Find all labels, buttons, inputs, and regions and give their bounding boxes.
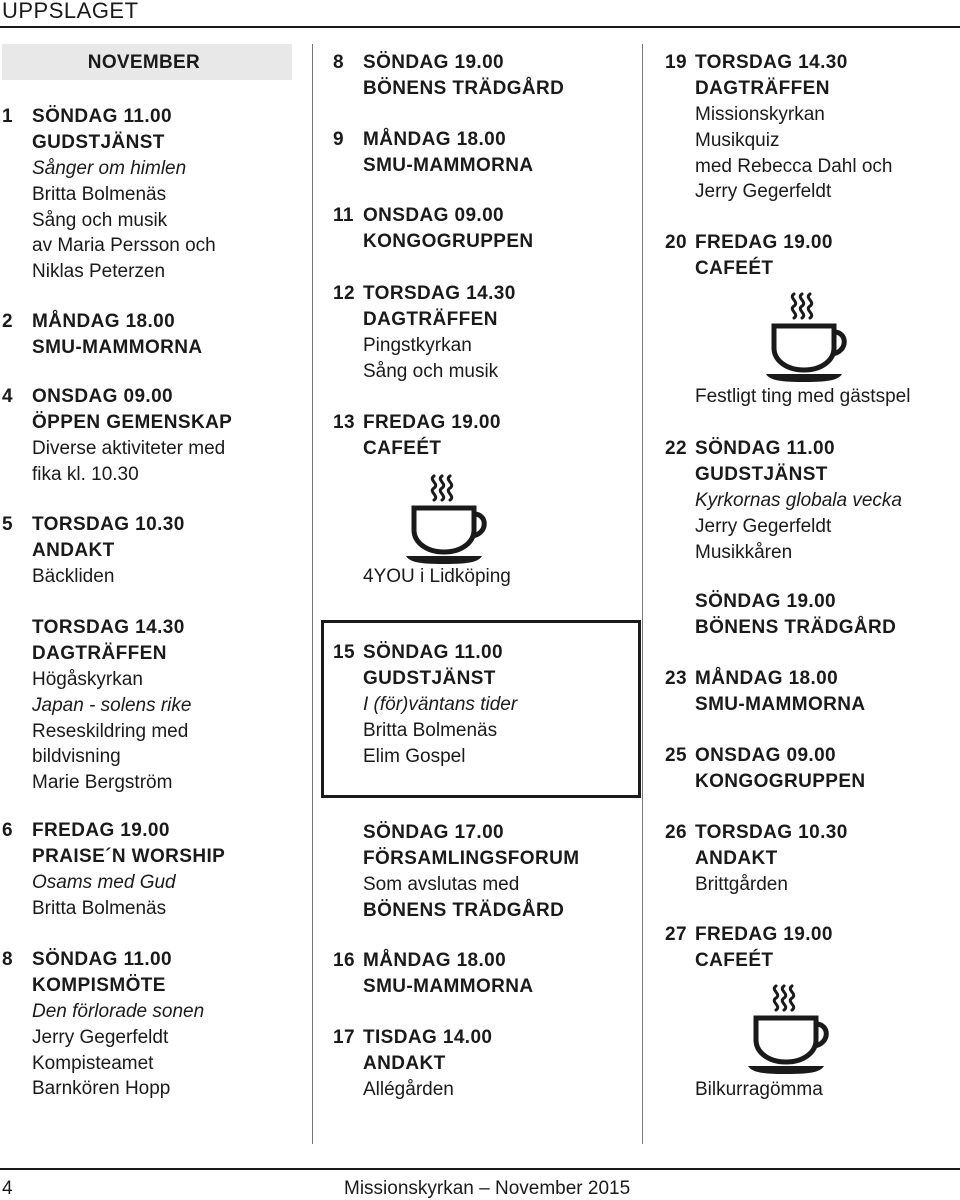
event-heading [665,50,893,76]
event-title: BÖNENS TRÄDGÅRD [363,899,565,921]
event-nov-27-note [665,1077,823,1103]
coffee-cup-icon [758,288,854,384]
event-nov-11 [333,203,534,255]
event-nov-13-note [333,564,511,590]
event-detail: Kompisteamet [32,1052,154,1074]
event-time: ONSDAG 09.00 [363,205,505,226]
event-detail: Allégården [363,1078,454,1100]
event-heading [333,1025,492,1051]
event-title: ANDAKT [363,1052,446,1074]
event-detail: Elim Gospel [363,745,466,767]
event-detail: Pingstkyrkan [363,334,472,356]
event-theme: Japan - solens rike [32,694,192,716]
event-title: CAFEÉT [695,257,774,279]
event-theme: Den förlorade sonen [32,1000,205,1022]
event-time: ONSDAG 09.00 [695,745,837,766]
event-detail: Marie Bergström [32,772,173,794]
event-nov-15-evening [333,820,579,924]
event-detail: Jerry Gegerfeldt [32,1026,169,1048]
event-detail: Jerry Gegerfeldt [695,515,832,537]
event-heading [2,104,216,130]
event-detail: Musikquiz [695,129,780,151]
event-detail: Sång och musik [363,360,499,382]
event-heading [665,743,866,769]
event-day: 17 [333,1027,355,1048]
event-title: ANDAKT [32,539,115,561]
event-detail: av Maria Persson och [32,235,216,257]
section-header [0,0,960,22]
month-banner [2,44,292,80]
event-day: 5 [2,514,13,535]
event-time: SÖNDAG 11.00 [32,106,172,127]
event-time: SÖNDAG 19.00 [363,52,505,73]
event-time: ONSDAG 09.00 [32,386,174,407]
event-nov-8-morning [2,947,204,1102]
event-nov-9 [333,127,534,179]
event-time: SÖNDAG 11.00 [32,949,172,970]
event-detail: Jerry Gegerfeldt [695,181,832,203]
event-detail: Bilkurragömma [695,1079,823,1100]
event-day: 27 [665,924,687,945]
event-day: 2 [2,311,13,332]
event-nov-20 [665,230,833,282]
event-detail: Som avslutas med [363,873,520,895]
event-detail: Festligt ting med gästspel [695,386,911,407]
header-divider [0,26,960,28]
event-time: MÅNDAG 18.00 [32,311,176,332]
event-detail: Britta Bolmenäs [32,183,167,205]
event-detail: Niklas Peterzen [32,261,166,283]
event-detail: med Rebecca Dahl och [695,155,893,177]
event-day: 12 [333,283,355,304]
event-time: SÖNDAG 17.00 [363,822,505,843]
event-heading [2,309,203,335]
event-time: SÖNDAG 11.00 [363,642,503,663]
event-detail: Bäckliden [32,565,115,587]
event-detail: 4YOU i Lidköping [363,566,511,587]
event-day: 25 [665,745,687,766]
event-day: 15 [333,642,355,663]
event-nov-19 [665,50,893,205]
event-title: KOMPISMÖTE [32,974,166,996]
event-detail: Brittgården [695,873,788,895]
event-nov-5-afternoon [2,615,191,796]
event-title: SMU-MAMMORNA [363,154,534,176]
event-theme: I (för)väntans tider [363,693,518,715]
event-title: PRAISE´N WORSHIP [32,845,226,867]
event-theme: Kyrkornas globala vecka [695,489,902,511]
event-title: ANDAKT [695,847,778,869]
event-title: SMU-MAMMORNA [363,975,534,997]
event-day: 20 [665,232,687,253]
event-time: SÖNDAG 11.00 [695,438,835,459]
event-time: FREDAG 19.00 [695,232,833,253]
event-detail: Högåskyrkan [32,668,143,690]
month-title: NOVEMBER [87,52,200,73]
event-heading [665,666,866,692]
event-detail: fika kl. 10.30 [32,463,139,485]
event-heading [2,818,225,844]
event-heading [333,203,534,229]
event-heading [665,436,902,462]
event-detail: bildvisning [32,746,121,768]
event-title: SMU-MAMMORNA [32,336,203,358]
event-title: GUDSTJÄNST [32,131,165,153]
event-day: 9 [333,129,344,150]
event-heading [333,50,564,76]
event-time: TORSDAG 10.30 [695,822,848,843]
event-time: MÅNDAG 18.00 [363,950,507,971]
event-day: 26 [665,822,687,843]
event-heading [333,127,534,153]
event-nov-25 [665,743,866,795]
event-nov-22-evening [665,589,896,641]
event-title: CAFEÉT [363,437,442,459]
event-day: 1 [2,106,13,127]
event-title: FÖRSAMLINGSFORUM [363,847,580,869]
event-nov-6 [2,818,225,922]
event-time: MÅNDAG 18.00 [363,129,507,150]
event-title: DAGTRÄFFEN [363,308,498,330]
event-day: 16 [333,950,355,971]
event-day: 22 [665,438,687,459]
page-number: 4 [2,1178,13,1199]
event-heading [333,281,516,307]
event-nov-26 [665,820,848,898]
event-nov-12 [333,281,516,385]
event-title: DAGTRÄFFEN [32,642,167,664]
event-nov-22 [665,436,902,565]
event-heading [333,948,534,974]
event-heading [2,512,185,538]
event-heading [665,820,848,846]
event-theme: Sånger om himlen [32,157,187,179]
event-detail: Sång och musik [32,209,168,231]
event-time: TORSDAG 14.30 [32,617,185,638]
event-day: 8 [333,52,344,73]
event-time: FREDAG 19.00 [363,412,501,433]
event-title: KONGOGRUPPEN [695,770,866,792]
event-detail: Britta Bolmenäs [363,719,498,741]
event-day: 19 [665,52,687,73]
event-detail: Missionskyrkan [695,103,825,125]
coffee-cup-icon [740,980,836,1076]
footer-divider [0,1168,960,1170]
event-time: TORSDAG 14.30 [695,52,848,73]
footer-publication: Missionskyrkan – November 2015 [344,1178,631,1199]
event-time: SÖNDAG 19.00 [695,591,837,612]
event-detail: Reseskildring med [32,720,189,742]
event-theme: Osams med Gud [32,871,176,893]
event-heading [2,384,232,410]
event-time: FREDAG 19.00 [32,820,170,841]
section-title: UPPSLAGET [2,0,139,23]
event-title: GUDSTJÄNST [363,667,496,689]
event-time: MÅNDAG 18.00 [695,668,839,689]
event-nov-17 [333,1025,492,1103]
event-day: 11 [333,205,354,226]
coffee-cup-icon [398,470,494,566]
column-divider [312,44,313,1144]
event-title: ÖPPEN GEMENSKAP [32,411,233,433]
event-title: BÖNENS TRÄDGÅRD [363,77,565,99]
event-nov-23 [665,666,866,718]
event-nov-1 [2,104,216,285]
event-heading [333,410,501,436]
event-heading [333,640,517,666]
event-day: 13 [333,412,355,433]
event-nov-16 [333,948,534,1000]
event-nov-13 [333,410,501,462]
event-title: SMU-MAMMORNA [695,693,866,715]
event-time: FREDAG 19.00 [695,924,833,945]
event-title: DAGTRÄFFEN [695,77,830,99]
event-nov-8-evening [333,50,564,102]
event-heading [2,947,204,973]
event-heading [665,230,833,256]
event-day: 4 [2,386,13,407]
event-detail: Diverse aktiviteter med [32,437,226,459]
event-day: 6 [2,820,13,841]
event-nov-27 [665,922,833,974]
event-heading [665,922,833,948]
event-nov-20-note [665,384,910,410]
event-title: KONGOGRUPPEN [363,230,534,252]
event-detail: Britta Bolmenäs [32,897,167,919]
event-nov-5-morning [2,512,185,590]
event-nov-15 [333,640,517,769]
event-day: 8 [2,949,13,970]
event-title: GUDSTJÄNST [695,463,828,485]
event-detail: Musikkåren [695,541,793,563]
column-divider [642,44,643,1144]
event-nov-4 [2,384,232,488]
event-nov-2 [2,309,203,361]
event-detail: Barnkören Hopp [32,1078,171,1100]
event-time: TORSDAG 14.30 [363,283,516,304]
event-time: TISDAG 14.00 [363,1027,493,1048]
event-title: BÖNENS TRÄDGÅRD [695,616,897,638]
event-time: TORSDAG 10.30 [32,514,185,535]
event-day: 23 [665,668,687,689]
event-title: CAFEÉT [695,949,774,971]
